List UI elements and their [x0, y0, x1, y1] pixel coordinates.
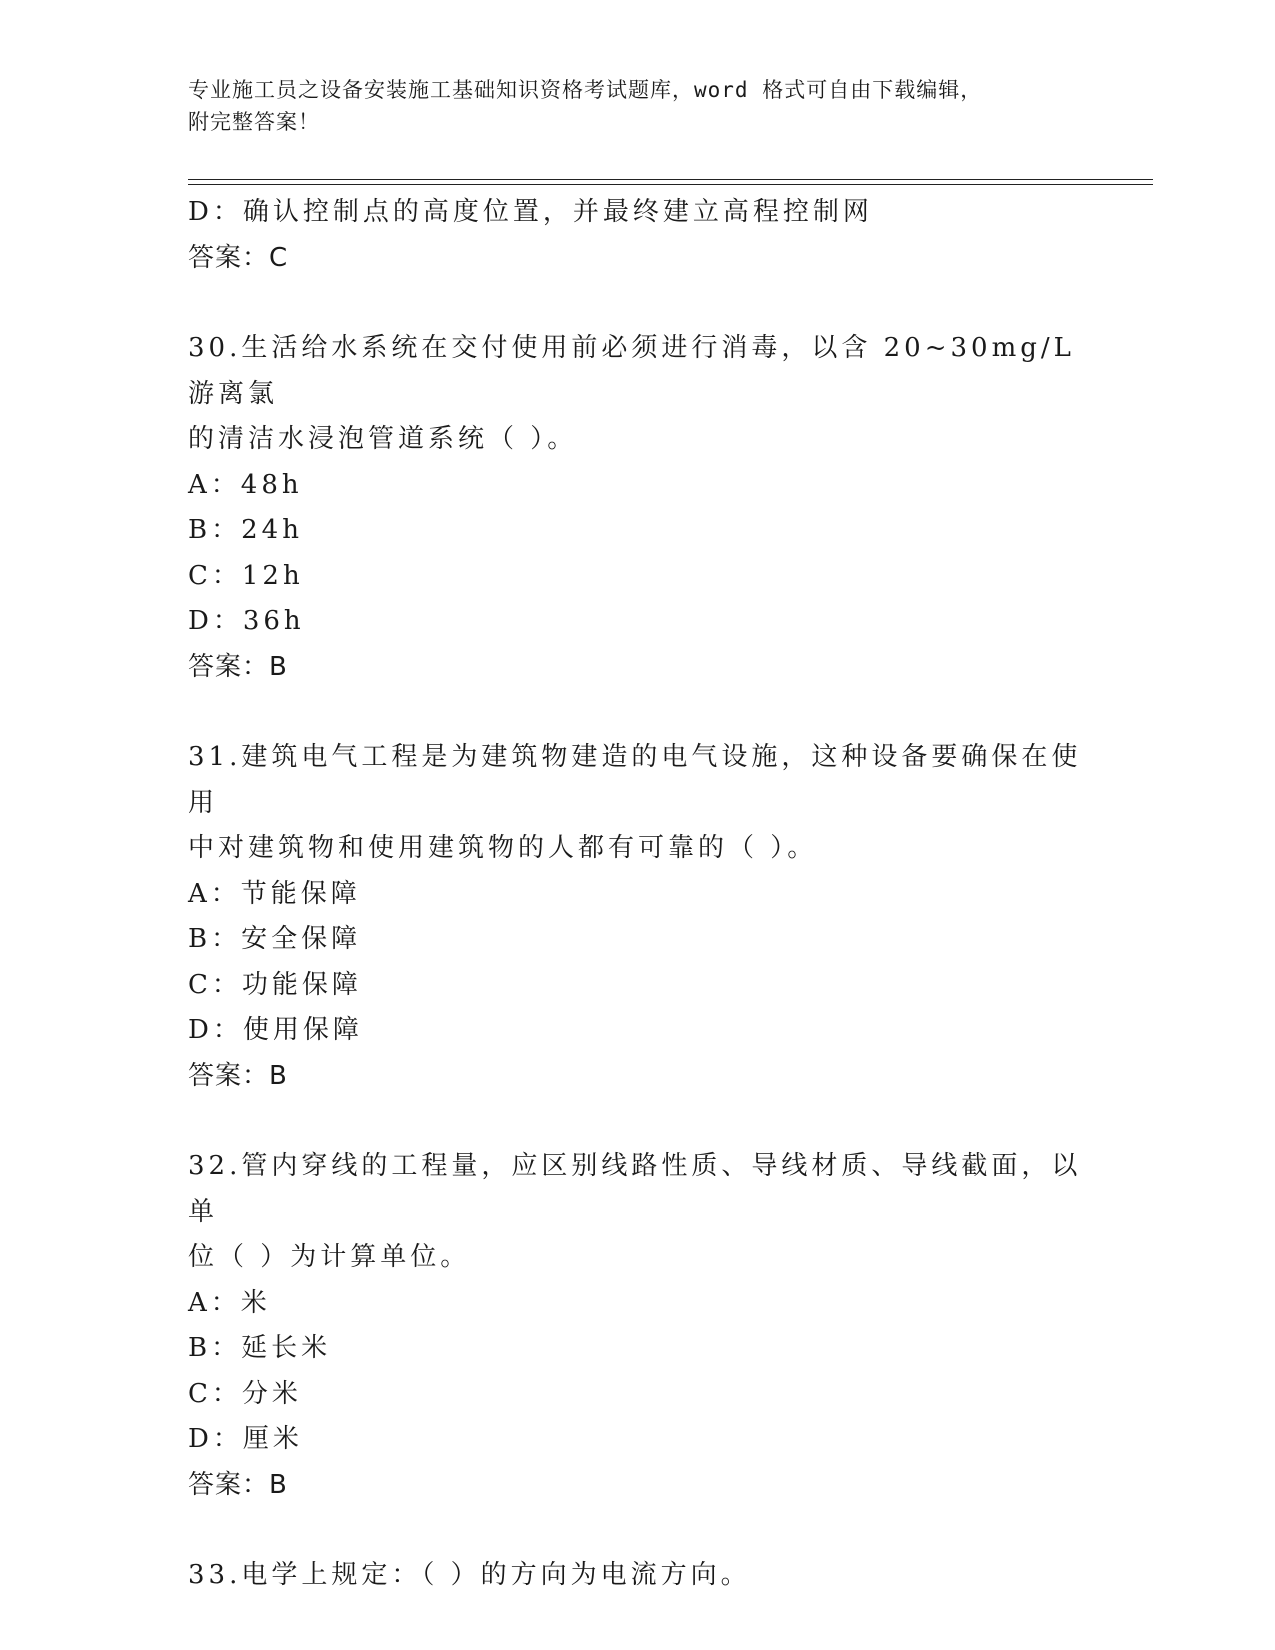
question-text-line-2: 位（ ）为计算单位。 [188, 1242, 471, 1272]
question-33 [188, 1553, 1088, 1599]
option-d: D：确认控制点的高度位置，并最终建立高程控制网 [188, 197, 873, 227]
option-d: D：厘米 [188, 1424, 303, 1454]
option-d: D：36h [188, 606, 305, 636]
header-line-2: 附完整答案！ [188, 110, 320, 134]
question-30 [188, 326, 1088, 690]
spacer [188, 690, 1088, 735]
question-list [188, 190, 1088, 1599]
question-text-line-2: 中对建筑物和使用建筑物的人都有可靠的（ ）。 [188, 833, 818, 863]
question-32 [188, 1144, 1088, 1508]
spacer [188, 1099, 1088, 1144]
document-header [188, 74, 1088, 138]
answer: 答案：B [188, 1469, 288, 1500]
header-line-1: 专业施工员之设备安装施工基础知识资格考试题库，word 格式可自由下载编辑， [188, 78, 983, 102]
option-d: D：使用保障 [188, 1015, 363, 1045]
option-b: B：延长米 [188, 1333, 332, 1363]
header-divider-top [188, 179, 1153, 180]
option-c: C：功能保障 [188, 969, 362, 1000]
question-text-line-1: 33.电学上规定：（ ）的方向为电流方向。 [188, 1560, 751, 1590]
option-c: C：12h [188, 560, 304, 591]
answer: 答案：B [188, 651, 288, 682]
question-text-line-1: 31.建筑电气工程是为建筑物建造的电气设施，这种设备要确保在使用 [188, 742, 1082, 818]
option-b: B：24h [188, 515, 303, 545]
option-a: A：48h [188, 469, 303, 500]
question-31 [188, 735, 1088, 1099]
option-a: A：节能保障 [188, 878, 361, 909]
question-text-line-2: 的清洁水浸泡管道系统（ ）。 [188, 424, 578, 454]
question-text-line-1: 32.管内穿线的工程量，应区别线路性质、导线材质、导线截面，以单 [188, 1151, 1082, 1227]
header-divider-bottom [188, 184, 1153, 185]
answer: 答案：B [188, 1060, 288, 1091]
option-b: B：安全保障 [188, 924, 362, 954]
option-a: A：米 [188, 1287, 271, 1318]
spacer [188, 281, 1088, 326]
answer: 答案：C [188, 242, 289, 273]
carryover-block [188, 190, 1088, 281]
spacer [188, 1508, 1088, 1553]
question-text-line-1: 30.生活给水系统在交付使用前必须进行消毒，以含 20~30mg/L 游离氯 [188, 333, 1075, 409]
option-c: C：分米 [188, 1378, 302, 1409]
